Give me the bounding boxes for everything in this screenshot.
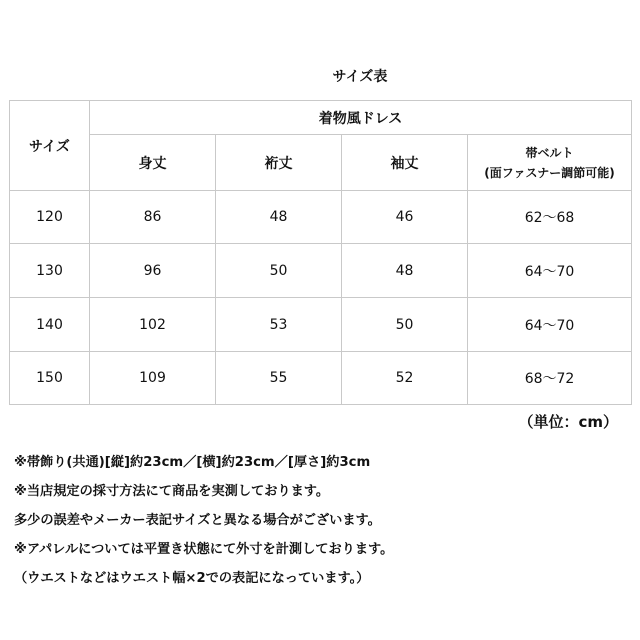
column-header-mitake: 身丈 [90, 135, 216, 191]
note-item: （ウエストなどはウエスト幅×2での表記になっています。） [14, 571, 370, 586]
sodetake-cell: 50 [342, 298, 468, 352]
size-header: サイズ [10, 101, 90, 191]
notes [14, 448, 393, 593]
belt-cell: 64〜70 [468, 244, 632, 298]
mitake-cell: 109 [90, 352, 216, 405]
note-item: ※帯飾り(共通)[縦]約23cm／[横]約23cm／[厚さ]約3cm [14, 455, 371, 470]
column-header-sodetake: 袖丈 [342, 135, 468, 191]
belt-cell: 68〜72 [468, 352, 632, 405]
column-header-yukitake: 裄丈 [216, 135, 342, 191]
mitake-cell: 102 [90, 298, 216, 352]
sodetake-cell: 46 [342, 191, 468, 244]
yukitake-cell: 55 [216, 352, 342, 405]
note-item: ※当店規定の採寸方法にて商品を実測しております。 [14, 484, 330, 499]
belt-cell: 62〜68 [468, 191, 632, 244]
group-header: 着物風ドレス [90, 101, 632, 135]
table-row [10, 352, 632, 405]
mitake-cell: 96 [90, 244, 216, 298]
table-subheader-row [10, 135, 632, 191]
note-item: 多少の誤差やメーカー表記サイズと異なる場合がございます。 [14, 513, 381, 528]
sodetake-cell: 48 [342, 244, 468, 298]
yukitake-cell: 50 [216, 244, 342, 298]
size-cell: 150 [10, 352, 90, 405]
size-cell: 120 [10, 191, 90, 244]
yukitake-cell: 48 [216, 191, 342, 244]
table-row [10, 298, 632, 352]
column-header-belt [468, 135, 632, 191]
yukitake-cell: 53 [216, 298, 342, 352]
unit-label: （単位：cm） [518, 413, 618, 431]
mitake-cell: 86 [90, 191, 216, 244]
size-table [9, 100, 632, 405]
sodetake-cell: 52 [342, 352, 468, 405]
table-row [10, 244, 632, 298]
table-row [10, 191, 632, 244]
size-cell: 140 [10, 298, 90, 352]
note-item: ※アパレルについては平置き状態にて外寸を計測しております。 [14, 542, 394, 557]
size-cell: 130 [10, 244, 90, 298]
belt-cell: 64〜70 [468, 298, 632, 352]
belt-header-line2: (面ファスナー調節可能) [484, 165, 615, 180]
belt-header-line1: 帯ベルト [525, 145, 574, 160]
table-header-row [10, 101, 632, 135]
page-title: サイズ表 [332, 69, 388, 85]
